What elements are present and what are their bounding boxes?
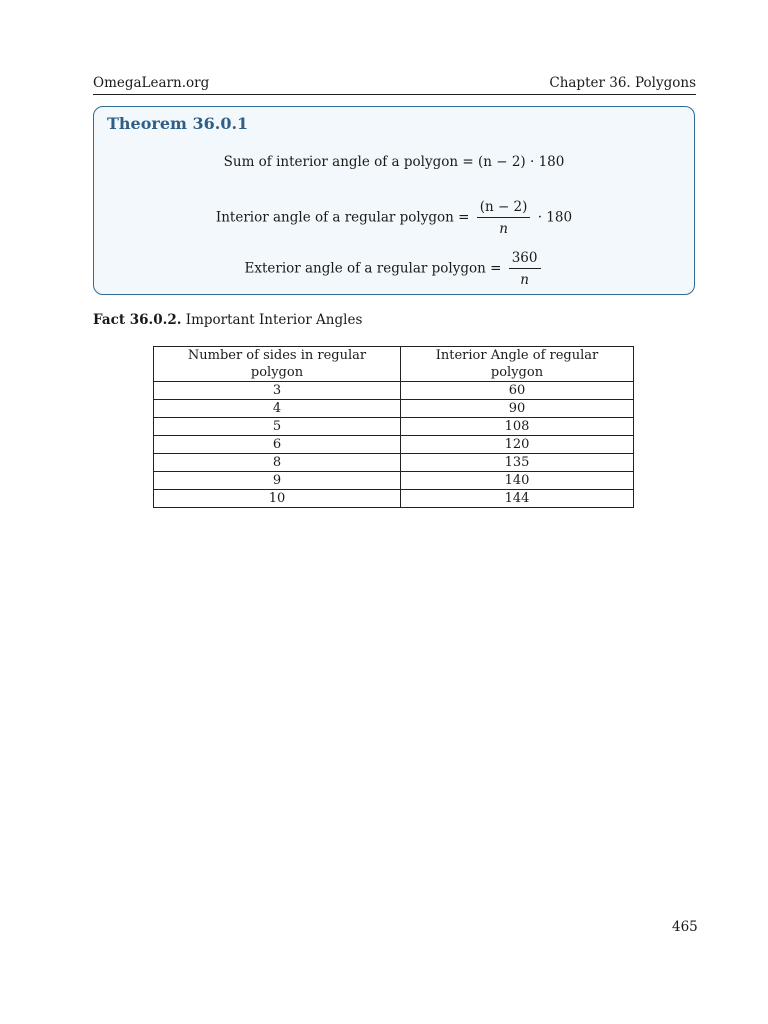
site-name: OmegaLearn.org bbox=[93, 75, 210, 91]
formula-interior-regular bbox=[94, 199, 694, 237]
cell-sides: 5 bbox=[154, 418, 401, 436]
table-row bbox=[154, 454, 634, 472]
theorem-box bbox=[93, 106, 695, 295]
fact-label: Fact 36.0.2. bbox=[93, 312, 182, 328]
formula-sum-interior bbox=[94, 154, 694, 170]
fact-heading bbox=[93, 312, 362, 328]
cell-angle: 120 bbox=[401, 436, 634, 454]
cell-angle: 90 bbox=[401, 400, 634, 418]
theorem-title: Theorem 36.0.1 bbox=[107, 114, 249, 133]
formula-interior-lhs: Interior angle of a regular polygon = bbox=[215, 209, 470, 226]
cell-sides: 6 bbox=[154, 436, 401, 454]
table-row bbox=[154, 472, 634, 490]
cell-sides: 8 bbox=[154, 454, 401, 472]
table-row bbox=[154, 382, 634, 400]
fraction-numerator: (n − 2) bbox=[477, 199, 531, 218]
fact-text: Important Interior Angles bbox=[185, 312, 363, 328]
formula-exterior-lhs: Exterior angle of a regular polygon = bbox=[244, 260, 502, 277]
formula-exterior-regular bbox=[94, 250, 694, 288]
cell-angle: 60 bbox=[401, 382, 634, 400]
page-header bbox=[93, 74, 696, 95]
table-row bbox=[154, 436, 634, 454]
fraction bbox=[477, 199, 531, 237]
column-header-angle: Interior Angle of regular polygon bbox=[401, 347, 634, 382]
chapter-title: Chapter 36. Polygons bbox=[549, 75, 696, 91]
formula-sum-rhs: (n − 2) · 180 bbox=[477, 154, 565, 170]
page-number: 465 bbox=[672, 919, 698, 935]
table-row bbox=[154, 490, 634, 508]
cell-sides: 3 bbox=[154, 382, 401, 400]
fraction bbox=[509, 250, 541, 288]
fraction-denominator: n bbox=[499, 221, 508, 237]
cell-angle: 144 bbox=[401, 490, 634, 508]
cell-angle: 140 bbox=[401, 472, 634, 490]
fraction-numerator: 360 bbox=[509, 250, 541, 269]
cell-sides: 4 bbox=[154, 400, 401, 418]
table-header-row bbox=[154, 347, 634, 382]
cell-angle: 108 bbox=[401, 418, 634, 436]
formula-interior-suffix: · 180 bbox=[537, 209, 573, 226]
cell-angle: 135 bbox=[401, 454, 634, 472]
cell-sides: 9 bbox=[154, 472, 401, 490]
fraction-denominator: n bbox=[520, 272, 529, 288]
interior-angles-table bbox=[153, 346, 634, 508]
formula-sum-lhs: Sum of interior angle of a polygon = bbox=[223, 154, 474, 170]
cell-sides: 10 bbox=[154, 490, 401, 508]
table-row bbox=[154, 418, 634, 436]
column-header-sides: Number of sides in regular polygon bbox=[154, 347, 401, 382]
table-row bbox=[154, 400, 634, 418]
